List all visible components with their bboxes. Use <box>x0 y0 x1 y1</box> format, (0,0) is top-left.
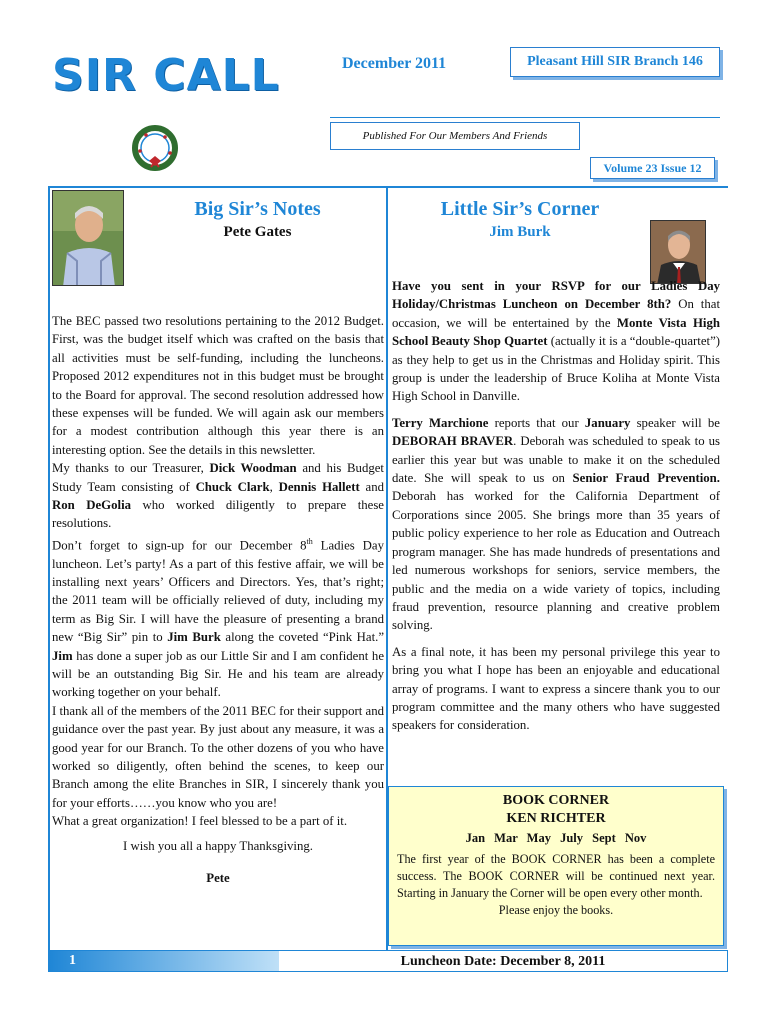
wreath-icon <box>132 125 178 171</box>
masthead-rule <box>330 117 720 118</box>
branch-label: Pleasant Hill SIR Branch 146 <box>510 47 720 77</box>
footer-bar <box>48 950 728 972</box>
volume-issue: Volume 23 Issue 12 <box>590 157 715 179</box>
book-corner-host: KEN RICHTER <box>506 811 606 826</box>
pete-gates-photo <box>52 190 124 286</box>
big-sir-closing: I wish you all a happy Thanksgiving. <box>123 838 313 853</box>
big-sir-title: Big Sir’s Notes <box>194 198 321 220</box>
big-sir-author: Pete Gates <box>223 224 292 240</box>
big-sir-paragraph-4: I thank all of the members of the 2011 BEC for their support and guidance over the past year. By just about any measure, it was a good year for our Branch. To the other dozens of you who have worked so diligently, often behind the scenes, to keep our Branch among the elite Branches in SIR, I sincerely thank you for your efforts……you know who you are! <box>52 703 384 810</box>
big-sir-paragraph-1: The BEC passed two resolutions pertaining to the 2012 Budget. First, was the budget itself which was crafted on the basis that all activities must be self-funding, including the luncheons. Proposed 2012 expenditures not in this budget must be brought to the Board for approval. The second resolution addressed how these expenses will be funded. We will again ask our members for a modest contribution although this year there is an interesting option. See the details in this newsletter. <box>52 314 384 457</box>
little-sir-paragraph-3: As a final note, it has been my personal privilege this year to bring you what I hope has been an enjoyable and educational array of programs. I want to express a sincere thank you to our program committee and the many others who have suggested speakers for consideration. <box>392 644 720 733</box>
newsletter-title: SIR CALL <box>52 50 280 101</box>
page-number: 1 <box>49 951 279 971</box>
left-border <box>48 188 50 950</box>
header-divider <box>48 186 728 188</box>
book-corner-box <box>388 786 724 946</box>
book-corner-closing: Please enjoy the books. <box>498 903 614 917</box>
luncheon-date: Luncheon Date: December 8, 2011 <box>400 954 606 969</box>
book-corner-description: The first year of the BOOK CORNER has been a complete success. The BOOK CORNER will be continued next year. Starting in January the Corner will be open every other month. <box>397 852 715 900</box>
little-sir-author: Jim Burk <box>489 224 551 240</box>
big-sir-signature: Pete <box>206 871 230 886</box>
big-sir-paragraph-3: Don’t forget to sign-up for our December 8th Ladies Day luncheon. Let’s party! As a part of this festive affair, we will be installing next years’ Officers and Directors. Yes, that’s right; the 2011 team will be officially relieved of duty, including my term as Big Sir. I will have the pleasure of presenting a brand new “Big Sir” pin to Jim Burk along the coveted “Pink Hat.” Jim has done a super job as our Little Sir and I am confident he will be an outstanding Big Sir. He and his team are already working together on your behalf. <box>52 536 385 700</box>
book-corner-months: Jan Mar May July Sept Nov <box>465 831 647 845</box>
big-sir-article <box>52 312 384 887</box>
little-sir-article <box>392 277 720 735</box>
book-corner-text <box>397 851 715 919</box>
tagline: Published For Our Members And Friends <box>330 122 580 150</box>
little-sir-paragraph-1: Have you sent in your RSVP for our Ladies Day Holiday/Christmas Luncheon on December 8th? On that occasion, we will be entertained by the Monte Vista High School Beauty Shop Quartet (actually it is a “double-quartet”) as they help to get us in the Christmas and Holiday spirit. This group is under the leadership of Bruce Koliha at Monte Vista High School in Danville. <box>392 279 721 404</box>
jim-burk-photo <box>650 220 706 284</box>
issue-date: December 2011 <box>342 55 447 72</box>
big-sir-paragraph-2: My thanks to our Treasurer, Dick Woodman and his Budget Study Team consisting of Chuck Clark, Dennis Hallett and Ron DeGolia who worked diligently to prepare these resolutions. <box>52 461 384 531</box>
book-corner-title: BOOK CORNER <box>502 793 610 808</box>
little-sir-paragraph-2: Terry Marchione reports that our January speaker will be DEBORAH BRAVER. Deborah was scheduled to speak to us earlier this year but was unable to make it on the scheduled date. She will speak to us on Senior Fraud Prevention. Deborah has worked for the California Department of Corporations since 2005. She brings more than 35 years of public policy experience to her role as Education and Outreach program manager. She has made hundreds of presentations and led numerous workshops for seniors, service members, the public and the media on a wide variety of topics, including fraud prevention, resource planning and creative problem solving. <box>392 415 720 633</box>
little-sir-title: Little Sir’s Corner <box>440 198 600 220</box>
big-sir-paragraph-5: What a great organization! I feel blessed to be a part of it. <box>52 814 348 829</box>
